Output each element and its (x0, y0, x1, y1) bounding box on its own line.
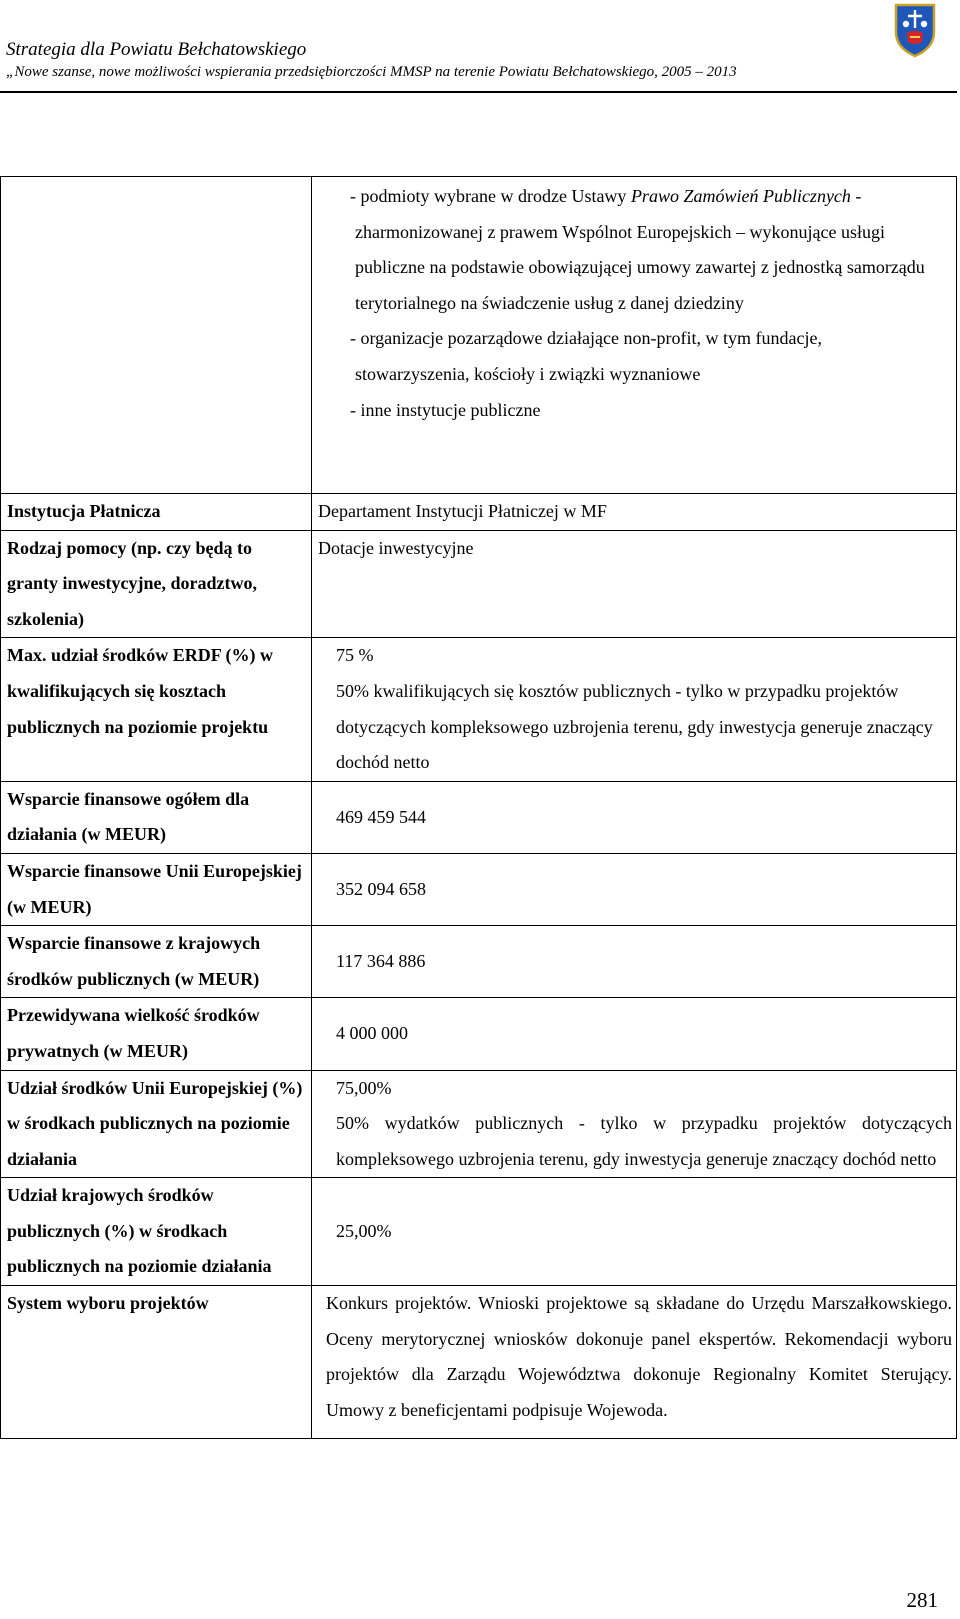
beneficiary-label-cell (1, 177, 312, 494)
measure-table (0, 176, 957, 1439)
row-label: Max. udział środków ERDF (%) w kwalifikujących się kosztach publicznych na poziomie projektu (1, 638, 312, 781)
table-row (1, 1070, 957, 1178)
row-value (312, 638, 957, 781)
row-value: Konkurs projektów. Wnioski projektowe są składane do Urzędu Marszałkowskiego. Oceny merytorycznej wniosków dokonuje panel ekspertów. Rekomendacji wyboru projektów dla Zarządu Województwa dokonuje Regionalny Komitet Sterujący. Umowy z beneficjentami podpisuje Wojewoda. (312, 1286, 957, 1439)
table-row (1, 853, 957, 925)
table-row (1, 494, 957, 531)
row-value: Departament Instytucji Płatniczej w MF (312, 494, 957, 531)
list-item: - organizacje pozarządowe działające non-profit, w tym fundacje, (350, 328, 822, 349)
row-label: Wsparcie finansowe ogółem dla działania (w MEUR) (1, 781, 312, 853)
row-label: System wyboru projektów (1, 1286, 312, 1439)
table-row (1, 926, 957, 998)
row-value: 117 364 886 (312, 926, 957, 998)
table-row (1, 177, 957, 494)
page-number: 281 (906, 1588, 938, 1612)
row-value-line: 75,00% (336, 1077, 392, 1098)
row-label: Udział środków Unii Europejskiej (%) w środkach publicznych na poziomie działania (1, 1070, 312, 1178)
list-item: - podmioty wybrane w drodze Ustawy Prawo Zamówień Publicznych - (350, 186, 862, 206)
row-label: Rodzaj pomocy (np. czy będą to granty inwestycyjne, doradztwo, szkolenia) (1, 530, 312, 638)
row-label: Instytucja Płatnicza (1, 494, 312, 531)
document-header (6, 38, 886, 82)
row-label: Wsparcie finansowe z krajowych środków publicznych (w MEUR) (1, 926, 312, 998)
row-value: 469 459 544 (312, 781, 957, 853)
row-label: Udział krajowych środków publicznych (%) w środkach publicznych na poziomie działania (1, 1178, 312, 1286)
row-label: Wsparcie finansowe Unii Europejskiej (w MEUR) (1, 853, 312, 925)
row-value: 352 094 658 (312, 853, 957, 925)
row-value: 4 000 000 (312, 998, 957, 1070)
table-row (1, 1286, 957, 1439)
coat-of-arms-icon (893, 2, 937, 58)
list-item-continued: stowarzyszenia, kościoły i związki wyznaniowe (355, 363, 701, 384)
beneficiary-list-cell (312, 177, 957, 494)
row-value-line: 75 % (336, 645, 374, 666)
table-row (1, 638, 957, 781)
list-item-continued: zharmonizowanej z prawem Wspólnot Europejskich – wykonujące usługi publiczne na podstawie obowiązującej umowy zawartej z jednostką samorządu terytorialnego na świadczenie usług z danej dziedziny (355, 221, 925, 313)
table-row (1, 530, 957, 638)
row-label: Przewidywana wielkość środków prywatnych (w MEUR) (1, 998, 312, 1070)
row-value: 25,00% (312, 1178, 957, 1286)
row-value-line: 50% wydatków publicznych - tylko w przypadku projektów dotyczących kompleksowego uzbrojenia terenu, gdy inwestycja generuje znaczący dochód netto (336, 1113, 952, 1169)
row-value: Dotacje inwestycyjne (312, 530, 957, 638)
header-rule (0, 91, 957, 93)
table-row (1, 781, 957, 853)
document-subtitle: „Nowe szanse, nowe możliwości wspierania przedsiębiorczości MMSP na terenie Powiatu Bełchatowskiego, 2005 – 2013 (6, 64, 737, 80)
table-row (1, 998, 957, 1070)
list-item: - inne instytucje publiczne (350, 399, 541, 420)
row-value-line: 50% kwalifikujących się kosztów publicznych - tylko w przypadku projektów dotyczących kompleksowego uzbrojenia terenu, gdy inwestycja generuje znaczący dochód netto (336, 680, 933, 773)
document-title: Strategia dla Powiatu Bełchatowskiego (6, 39, 307, 60)
row-value (312, 1070, 957, 1178)
table-row (1, 1178, 957, 1286)
